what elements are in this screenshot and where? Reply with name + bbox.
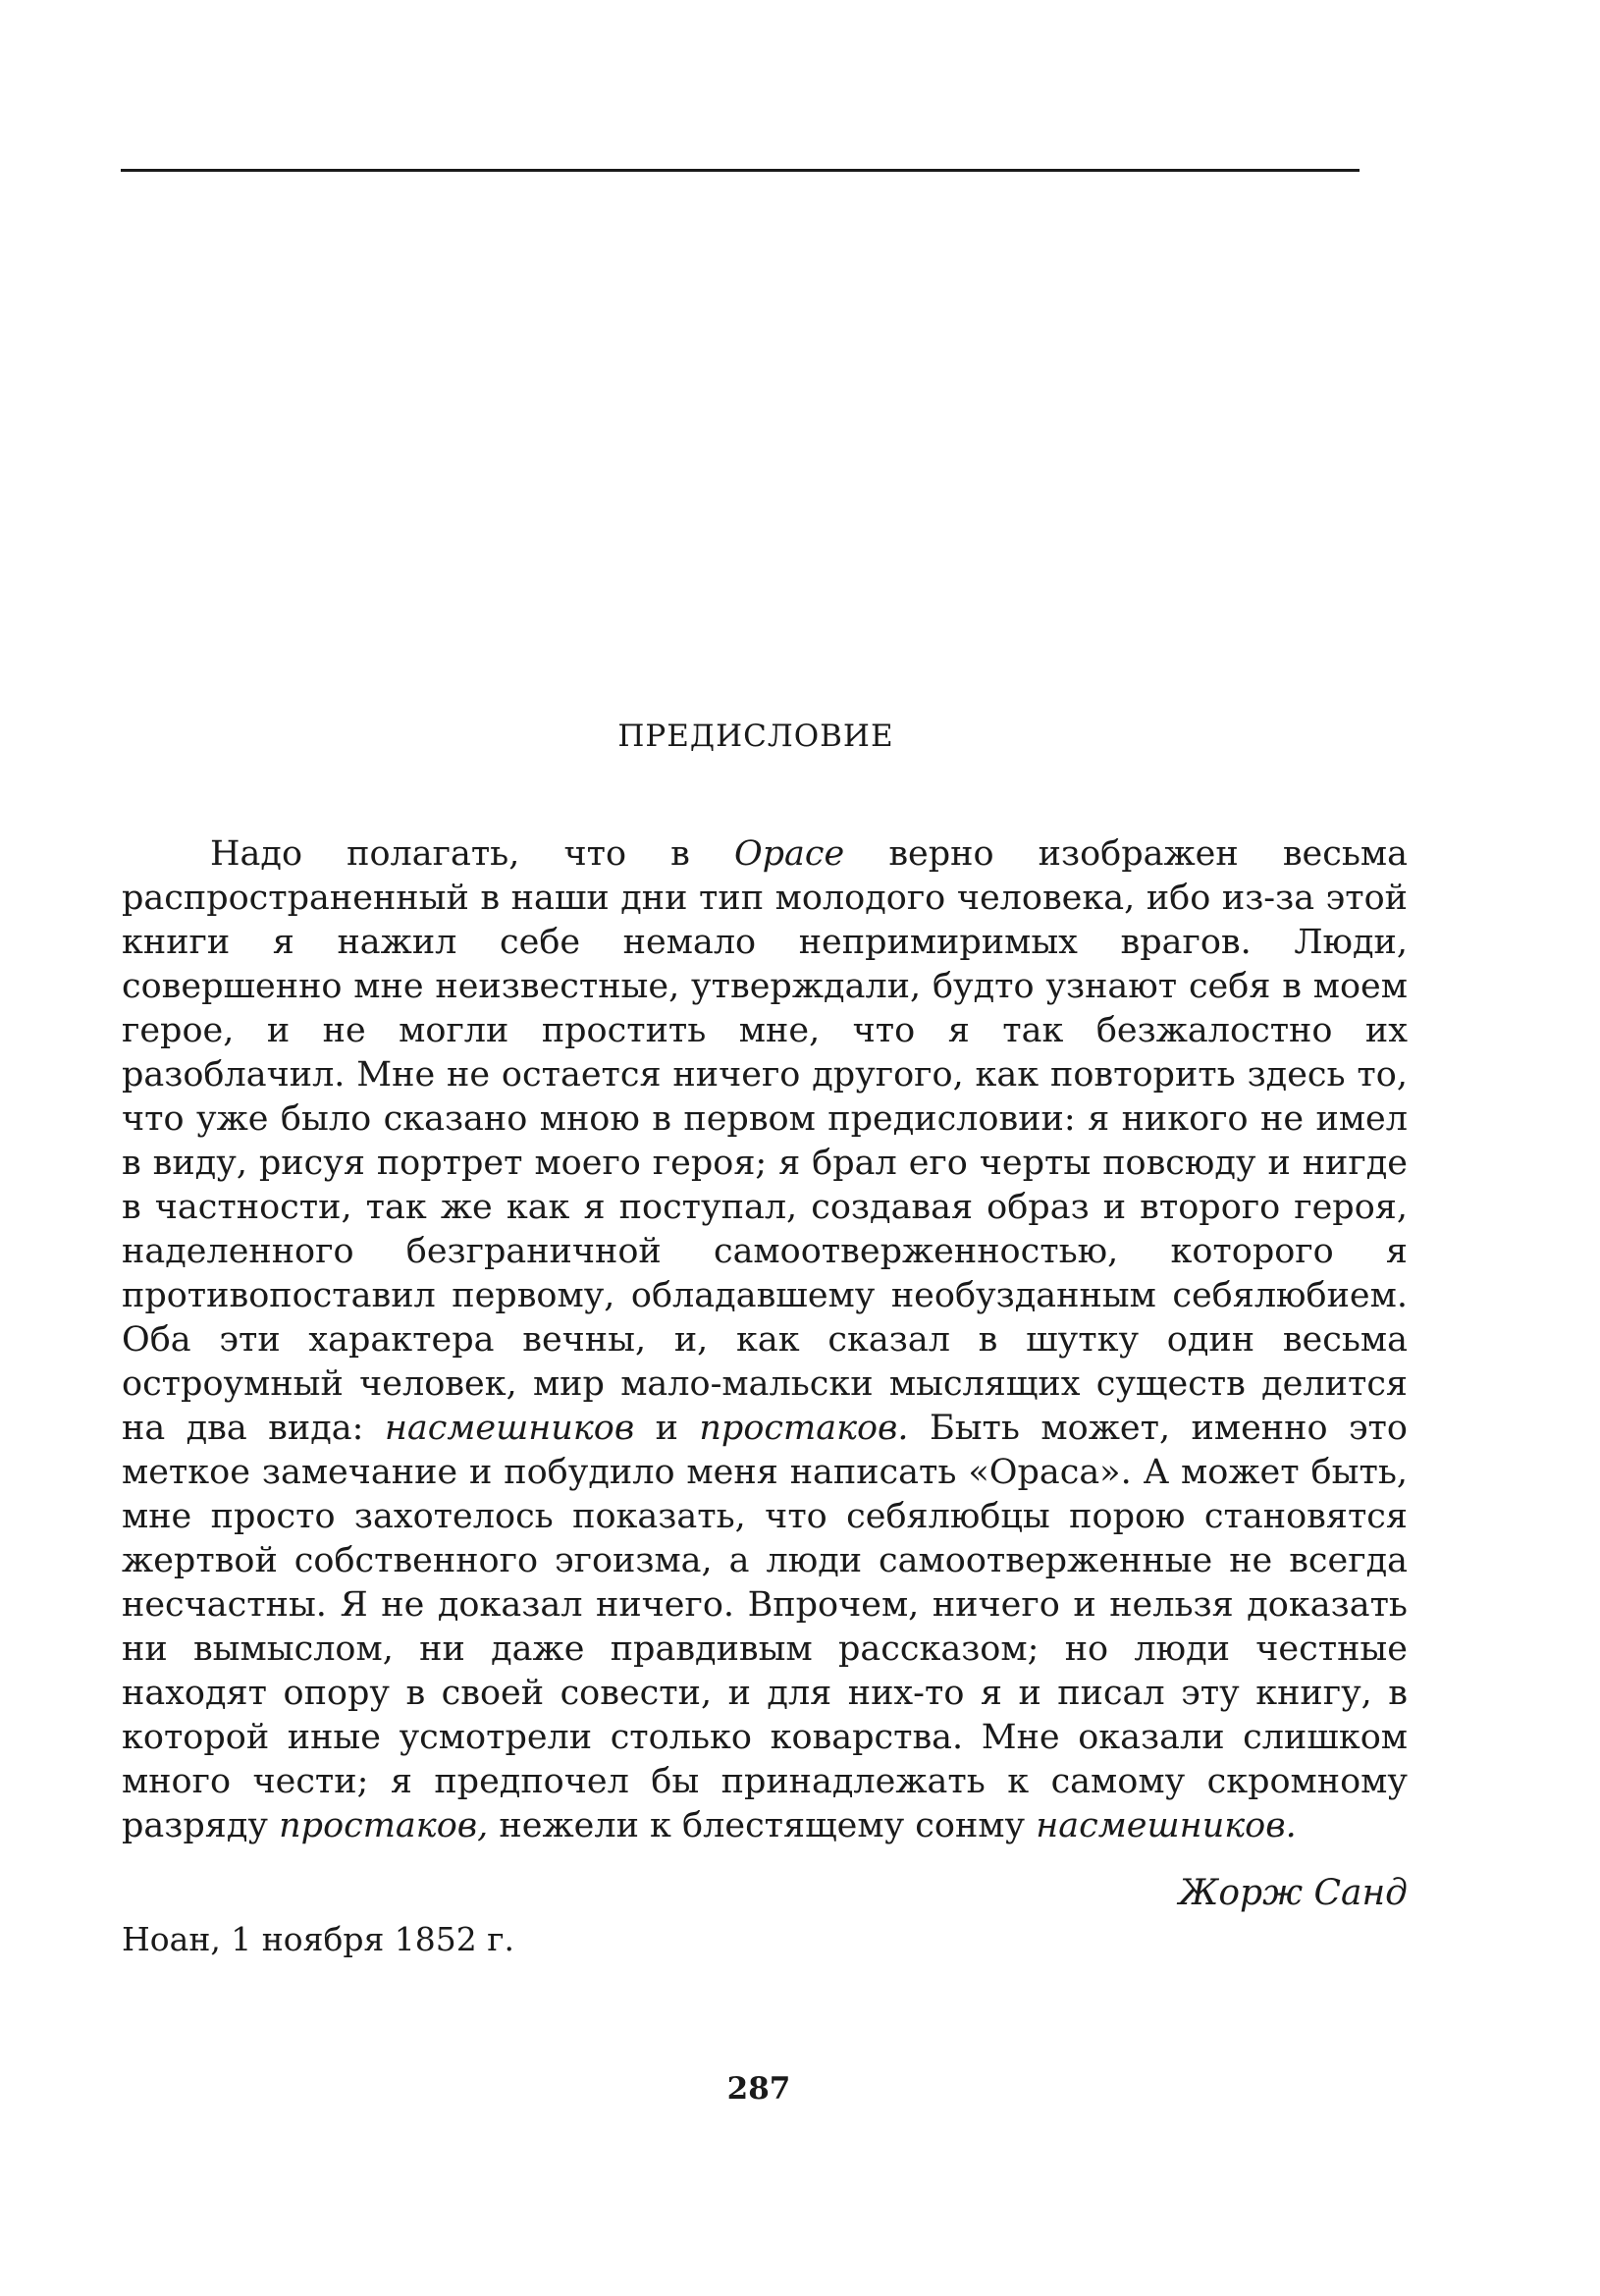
paragraph-text-2: верно изображен весьма распространенный в наши дни тип молодого человека, ибо из-за этой книги я нажил себе немало непримиримых врагов. Люди, совершенно мне неизвестные, утверждали, будто узнают себя в моем герое, и не могли простить мне, что я так безжалостно их разоблачил. Мне не остается ничего другого, как повторить здесь то, что уже было сказано мною в первом предисловии: я никого не имел в виду, рисуя портрет моего героя; я брал его черты повсюду и нигде в частности, так же как я поступал, создавая образ и второго героя, наделенного безграничной самоотверженностью, которого я противопоставил первому, обладавшему необузданным себялюбием. Оба эти характера вечны, и, как сказал в шутку один весьма остроумный человек, мир мало-мальски мыслящих существ делится на два вида: <box>122 834 1408 1448</box>
paragraph-italic-5: насмешников. <box>1036 1806 1297 1845</box>
page-heading: ПРЕДИСЛОВИЕ <box>617 719 894 754</box>
preface-paragraph <box>122 832 1408 1848</box>
paragraph-italic-4: простаков, <box>279 1806 489 1845</box>
paragraph-italic-1: Орасе <box>733 834 845 874</box>
paragraph-text-3: и <box>634 1409 700 1448</box>
dateline: Ноан, 1 ноября 1852 г. <box>122 1920 515 1958</box>
top-rule <box>121 169 1360 172</box>
paragraph-italic-2: насмешников <box>384 1409 635 1448</box>
author-signature: Жорж Санд <box>1178 1873 1408 1913</box>
paragraph-text-5: нежели к блестящему сонму <box>488 1806 1037 1845</box>
paragraph-italic-3: простаков. <box>699 1409 909 1448</box>
paragraph-text-4: Быть может, именно это меткое замечание и побудило меня написать «Ораса». А может быть, мне просто захотелось показать, что себялюбцы порою становятся жертвой собственного эгоизма, а люди самоотверженные не всегда несчастны. Я не доказал ничего. Впрочем, ничего и нельзя доказать ни вымыслом, ни даже правдивым рассказом; но люди честные находят опору в своей совести, и для них-то я и писал эту книгу, в которой иные усмотрели столько коварства. Мне оказали слишком много чести; я предпочел бы принадлежать к самому скромному разряду <box>122 1409 1408 1845</box>
page-number: 287 <box>726 2071 791 2107</box>
paragraph-text-1: Надо полагать, что в <box>210 834 734 874</box>
